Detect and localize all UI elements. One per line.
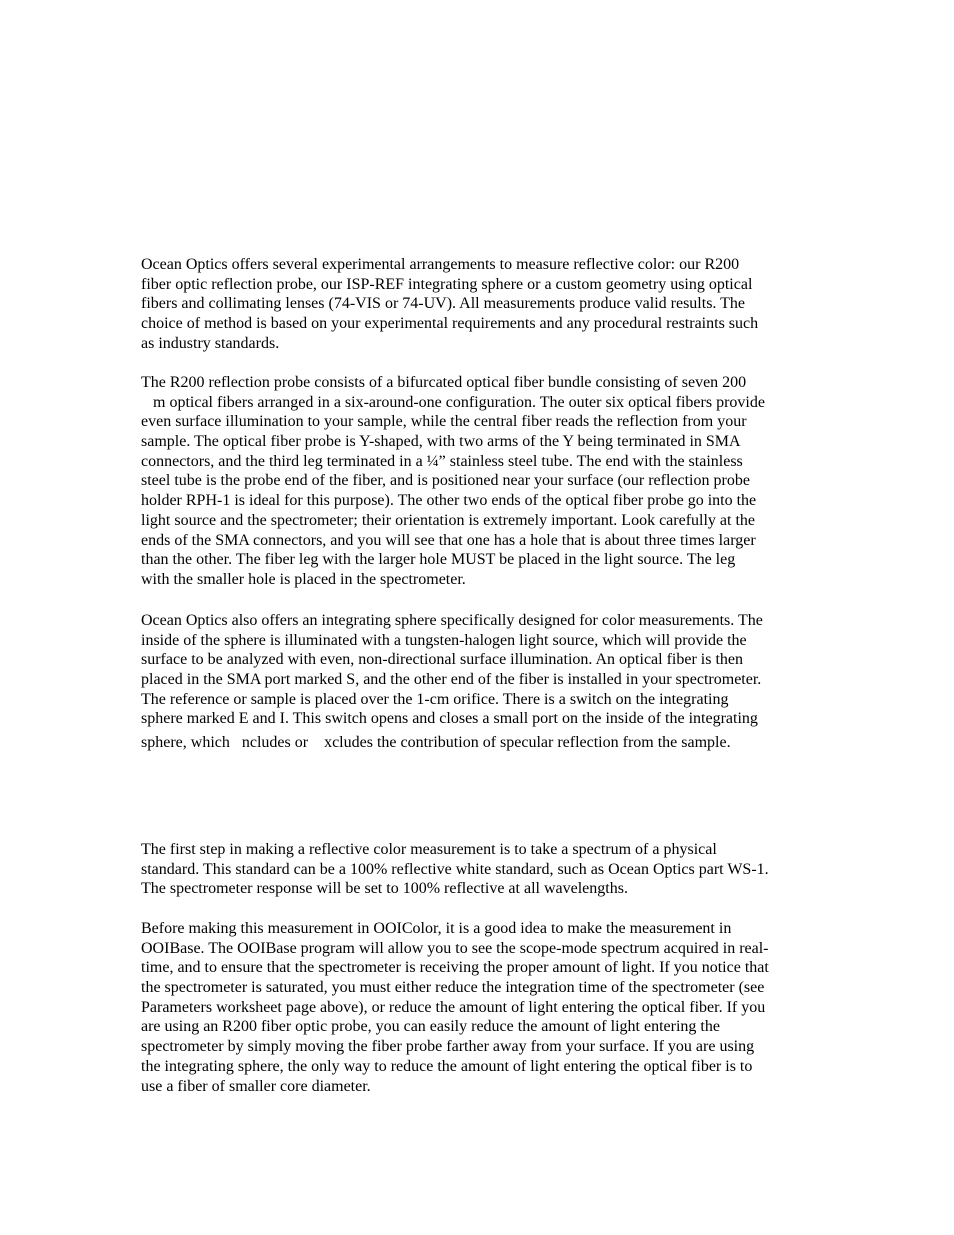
text-line: the spectrometer is saturated, you must either reduce the integration time of the spectrometer (see	[141, 979, 765, 997]
text-line: light source and the spectrometer; their orientation is extremely important. Look carefully at the	[141, 511, 756, 529]
paragraph-measurement-arrangements	[141, 255, 831, 353]
text-line: with the smaller hole is placed in the spectrometer.	[141, 570, 466, 588]
text-line: Parameters worksheet page above), or reduce the amount of light entering the optical fiber. If you	[141, 998, 766, 1016]
paragraph-ooibase-check	[141, 919, 831, 1096]
text-line: The spectrometer response will be set to 100% reflective at all wavelengths.	[141, 880, 628, 898]
text-line: The reference or sample is placed over the 1-cm orifice. There is a switch on the integrating	[141, 690, 729, 708]
text-line: Ocean Optics offers several experimental arrangements to measure reflective color: our R200	[141, 256, 740, 273]
text-line: surface to be analyzed with even, non-directional surface illumination. An optical fiber is then	[141, 651, 744, 669]
text-line: ends of the SMA connectors, and you will see that one has a hole that is about three times larger	[141, 531, 756, 549]
text-line: even surface illumination to your sample, while the central fiber reads the reflection from your	[141, 413, 747, 431]
paragraph-r200-probe	[141, 373, 831, 590]
text-line: time, and to ensure that the spectrometer is receiving the proper amount of light. If you notice that	[141, 959, 769, 977]
text-line: placed in the SMA port marked S, and the other end of the fiber is installed in your spectrometer.	[141, 671, 762, 689]
text-line: spectrometer by simply moving the fiber probe farther away from your surface. If you are using	[141, 1038, 755, 1056]
text-line: holder RPH-1 is ideal for this purpose). The other two ends of the optical fiber probe go into the	[141, 492, 757, 510]
text-line: fiber optic reflection probe, our ISP-REF integrating sphere or a custom geometry using optical	[141, 275, 753, 293]
text-line: The first step in making a reflective color measurement is to take a spectrum of a physical	[141, 841, 717, 858]
text-line: than the other. The fiber leg with the larger hole MUST be placed in the light source. The leg	[141, 551, 736, 569]
text-line: sample. The optical fiber probe is Y-shaped, with two arms of the Y being terminated in SMA	[141, 433, 741, 451]
paragraph-integrating-sphere	[141, 611, 831, 754]
text-line: standard. This standard can be a 100% reflective white standard, such as Ocean Optics part WS-1.	[141, 860, 769, 878]
text-line: use a fiber of smaller core diameter.	[141, 1077, 371, 1095]
text-line: sphere, which ncludes or xcludes the contribution of specular reflection from the sample.	[141, 734, 731, 752]
text-line: choice of method is based on your experimental requirements and any procedural restraints such	[141, 315, 759, 333]
text-line: sphere marked E and I. This switch opens and closes a small port on the inside of the integrating	[141, 710, 758, 728]
text-line: steel tube is the probe end of the fiber, and is positioned near your surface (our reflection probe	[141, 472, 750, 490]
text-line: are using an R200 fiber optic probe, you can easily reduce the amount of light entering the	[141, 1018, 720, 1036]
text-line: Before making this measurement in OOIColor, it is a good idea to make the measurement in	[141, 920, 732, 937]
text-line: m optical fibers arranged in a six-around-one configuration. The outer six optical fibers provide	[141, 393, 765, 411]
text-line: as industry standards.	[141, 334, 280, 352]
text-line: The R200 reflection probe consists of a bifurcated optical fiber bundle consisting of seven 200	[141, 374, 747, 391]
text-line: Ocean Optics also offers an integrating sphere specifically designed for color measurements. The	[141, 612, 763, 629]
text-line: OOIBase. The OOIBase program will allow you to see the scope-mode spectrum acquired in real-	[141, 939, 769, 957]
paragraph-reference-standard	[141, 840, 831, 899]
text-line: fibers and collimating lenses (74-VIS or 74-UV). All measurements produce valid results. The	[141, 295, 746, 313]
text-line: the integrating sphere, the only way to reduce the amount of light entering the optical fiber is to	[141, 1057, 753, 1075]
text-line: inside of the sphere is illuminated with a tungsten-halogen light source, which will provide the	[141, 631, 747, 649]
text-line: connectors, and the third leg terminated in a ¼” stainless steel tube. The end with the stainless	[141, 452, 743, 470]
